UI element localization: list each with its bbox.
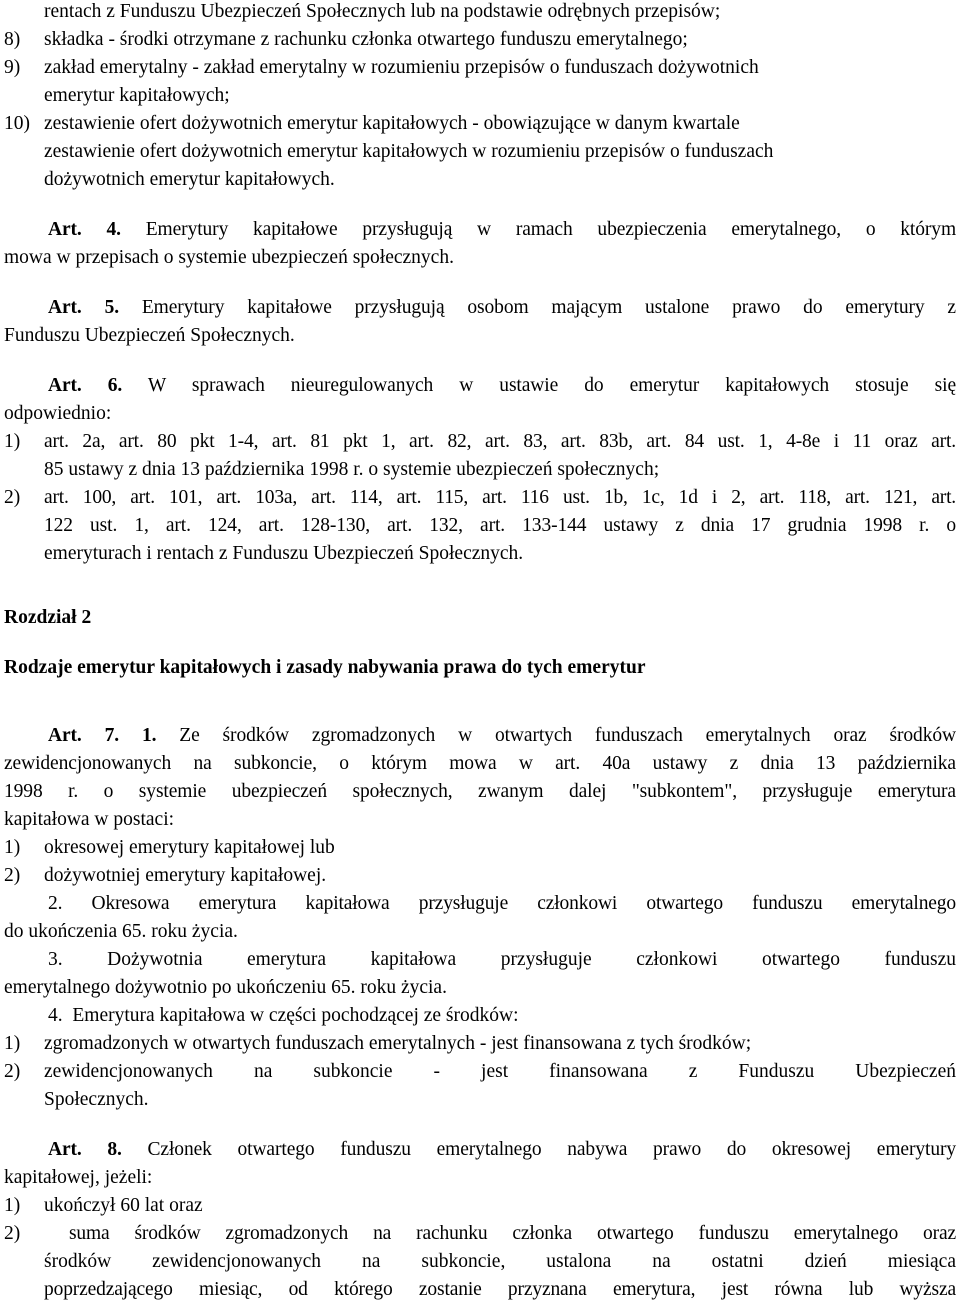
article-text: Emerytury kapitałowe przysługują w ramach ubezpieczenia emerytalnego, o którym: [120, 219, 957, 240]
list-text-line: 122 ust. 1, art. 124, art. 128-130, art. 132, art. 133-144 ustawy z dnia 17 grudnia 1998 r. o: [44, 515, 956, 536]
list-number: 1): [4, 1033, 21, 1054]
article-8: [4, 1136, 956, 1304]
list-item: [4, 1030, 956, 1058]
list-text-line: środków zewidencjonowanych na subkoncie, ustalona na ostatni dzień miesiąca: [44, 1251, 956, 1272]
article-text: 1998 r. o systemie ubezpieczeń społecznych, zwanym dalej "subkontem", przysługuje emerytura: [4, 781, 956, 802]
article-text: Emerytury kapitałowe przysługują osobom mającym ustalone prawo do emerytury z: [119, 297, 956, 318]
paragraph-2-cont: do ukończenia 65. roku życia.: [4, 921, 238, 942]
list-text: ukończył 60 lat oraz: [44, 1195, 203, 1216]
article-text: kapitałowej, jeżeli:: [4, 1167, 153, 1188]
list-text-line: zestawienie ofert dożywotnich emerytur kapitałowych - obowiązujące w danym kwartale: [44, 113, 740, 134]
list-number: 9): [4, 57, 21, 78]
list-number: 1): [4, 1195, 21, 1216]
article-text: zewidencjonowanych na subkoncie, o którym mowa w art. 40a ustawy z dnia 13 października: [4, 753, 956, 774]
list-item: [4, 484, 956, 568]
list-item: [4, 1220, 956, 1304]
list-item-continuation: rentach z Funduszu Ubezpieczeń Społecznych lub na podstawie odrębnych przepisów;: [44, 1, 721, 22]
list-item: [4, 834, 956, 862]
article-4: [4, 216, 956, 272]
list-number: 2): [4, 865, 21, 886]
list-text: składka - środki otrzymane z rachunku członka otwartego funduszu emerytalnego;: [44, 29, 688, 50]
paragraph-2: 2. Okresowa emerytura kapitałowa przysługuje członkowi otwartego funduszu emerytalnego: [48, 893, 956, 914]
list-item: [4, 862, 956, 890]
list-text-line: suma środków zgromadzonych na rachunku członka otwartego funduszu emerytalnego oraz: [44, 1223, 956, 1244]
list-text-line: art. 2a, art. 80 pkt 1-4, art. 81 pkt 1, art. 82, art. 83, art. 83b, art. 84 ust. 1, 4-8e i 11 oraz art.: [44, 431, 956, 452]
article-text: kapitałowa w postaci:: [4, 809, 175, 830]
article-text: Ze środków zgromadzonych w otwartych funduszach emerytalnych oraz środków: [156, 725, 956, 746]
article-5: [4, 294, 956, 350]
list-text-line: emeryturach i rentach z Funduszu Ubezpieczeń Społecznych.: [44, 543, 524, 564]
list-item-10: [4, 110, 956, 194]
list-item-9: [4, 54, 956, 110]
list-number: 8): [4, 29, 21, 50]
list-text-line: dożywotnich emerytur kapitałowych.: [44, 169, 335, 190]
article-label: Art. 7. 1.: [48, 725, 157, 746]
article-label: Art. 4.: [48, 219, 121, 240]
list-text: okresowej emerytury kapitałowej lub: [44, 837, 335, 858]
article-text: odpowiednio:: [4, 403, 112, 424]
paragraph-3-cont: emerytalnego dożywotnio po ukończeniu 65. roku życia.: [4, 977, 447, 998]
list-text-line: zakład emerytalny - zakład emerytalny w rozumieniu przepisów o funduszach dożywotnich: [44, 57, 759, 78]
chapter-subtitle: Rodzaje emerytur kapitałowych i zasady nabywania prawa do tych emerytur: [4, 657, 646, 678]
list-text-line: Społecznych.: [44, 1089, 149, 1110]
list-text-line: emerytur kapitałowych;: [44, 85, 230, 106]
article-text: Członek otwartego funduszu emerytalnego nabywa prawo do okresowej emerytury: [121, 1139, 957, 1160]
article-text: mowa w przepisach o systemie ubezpieczeń społecznych.: [4, 247, 454, 268]
article-label: Art. 5.: [48, 297, 119, 318]
list-text-line: zewidencjonowanych na subkoncie - jest finansowana z Funduszu Ubezpieczeń: [44, 1061, 956, 1082]
list-item-8: [4, 26, 956, 54]
list-text: dożywotniej emerytury kapitałowej.: [44, 865, 327, 886]
list-text-line: art. 100, art. 101, art. 103a, art. 114, art. 115, art. 116 ust. 1b, 1c, 1d i 2, art. 118, art. 121, art.: [44, 487, 956, 508]
article-text: Funduszu Ubezpieczeń Społecznych.: [4, 325, 295, 346]
list-item: [4, 1192, 956, 1220]
list-text-line: poprzedzającego miesiąc, od którego zostanie przyznana emerytura, jest równa lub wyższa: [44, 1279, 956, 1300]
list-text-line: zestawienie ofert dożywotnich emerytur kapitałowych w rozumieniu przepisów o funduszach: [44, 141, 774, 162]
list-number: 2): [4, 1223, 21, 1244]
article-7: [4, 722, 956, 1114]
article-6: [4, 372, 956, 568]
article-text: W sprawach nieuregulowanych w ustawie do emerytur kapitałowych stosuje się: [122, 375, 956, 396]
list-item: [4, 428, 956, 484]
list-number: 2): [4, 487, 21, 508]
list-number: 1): [4, 431, 21, 452]
paragraph-4: 4. Emerytura kapitałowa w części pochodzącej ze środków:: [48, 1005, 519, 1026]
list-number: 2): [4, 1061, 21, 1082]
paragraph-3: 3. Dożywotnia emerytura kapitałowa przysługuje członkowi otwartego funduszu: [48, 949, 956, 970]
list-item: [4, 1058, 956, 1114]
article-label: Art. 6.: [48, 375, 123, 396]
article-label: Art. 8.: [48, 1139, 122, 1160]
chapter-title: Rozdział 2: [4, 607, 92, 628]
list-text-line: 85 ustawy z dnia 13 października 1998 r. o systemie ubezpieczeń społecznych;: [44, 459, 660, 480]
list-text: zgromadzonych w otwartych funduszach emerytalnych - jest finansowana z tych środków;: [44, 1033, 752, 1054]
list-number: 1): [4, 837, 21, 858]
list-number: 10): [4, 113, 30, 134]
